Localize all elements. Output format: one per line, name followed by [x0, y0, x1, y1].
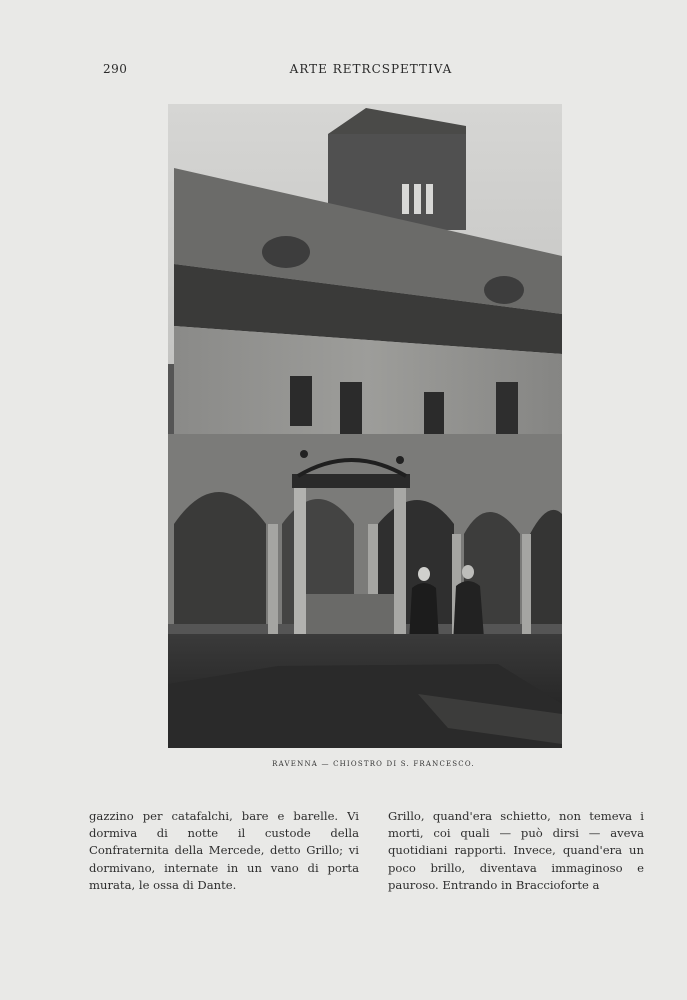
- left-column-paragraph: gazzino per catafalchi, bare e barelle. Vi dormiva di notte il custode della Confraternita della Mercede, detto Grillo; vi dormivano, internate in un vano di porta murata, le ossa di Dante.: [89, 809, 359, 892]
- page-number: 290: [103, 62, 128, 76]
- figure-caption: RAVENNA — CHIOSTRO DI S. FRANCESCO.: [272, 760, 475, 768]
- right-column-paragraph: Grillo, quand'era schietto, non temeva i morti, coi quali — può dirsi — aveva quotidiani rapporti. Invece, quand'era un poco brillo, diventava immaginoso e pauroso. Entrando in Braccioforte a: [388, 809, 644, 892]
- running-title: ARTE RETRCSPETTIVA: [289, 62, 453, 76]
- body-column-left: [89, 808, 359, 894]
- body-column-right: [388, 808, 644, 894]
- cloister-photograph: [168, 104, 562, 748]
